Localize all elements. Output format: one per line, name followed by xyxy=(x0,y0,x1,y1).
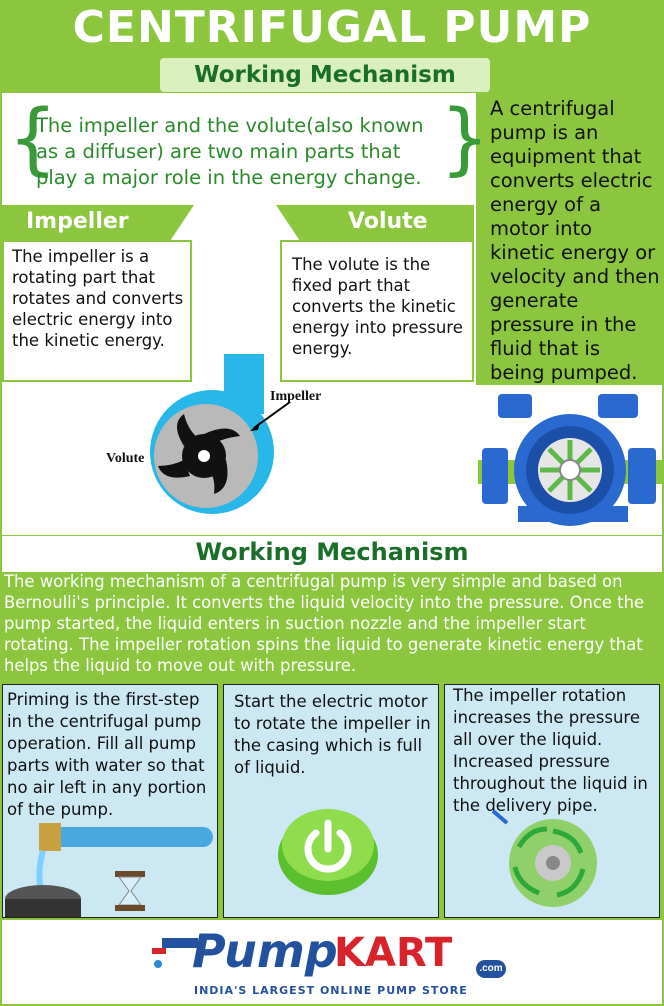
page-title: CENTRIFUGAL PUMP xyxy=(72,2,592,53)
volute-header xyxy=(300,205,474,241)
right-brace-icon: } xyxy=(440,94,490,184)
pump-side-left xyxy=(482,448,508,504)
impeller-text: The impeller is a rotating part that rotates and converts electric energy into the kinetic energy. xyxy=(12,247,184,350)
rotating-impeller-icon xyxy=(489,809,619,909)
volute-text: The volute is the fixed part that converts the kinetic energy into pressure energy. xyxy=(292,255,463,358)
volute-title: Volute xyxy=(348,209,428,234)
water-hose xyxy=(43,827,213,847)
hourglass-top xyxy=(115,871,145,877)
logo-kart: KART xyxy=(334,930,453,976)
pump-shaft xyxy=(560,460,580,480)
left-brace-icon: { xyxy=(8,94,58,184)
logo-tagline: INDIA'S LARGEST ONLINE PUMP STORE xyxy=(194,984,468,997)
pump-diagram xyxy=(100,352,340,532)
pump-side-right xyxy=(628,448,656,504)
hourglass-bottom xyxy=(115,905,145,911)
step-pressure-text: The impeller rotation increases the pressure all over the liquid. Increased pressure throughout the liquid in the delivery pipe. xyxy=(453,686,648,815)
flow-arrow xyxy=(493,811,507,823)
step-start-motor xyxy=(223,684,439,918)
hourglass-glass xyxy=(119,877,141,905)
footer xyxy=(2,920,662,1004)
pump-outlet xyxy=(598,394,638,418)
priming-icon xyxy=(3,821,217,917)
working-text: The working mechanism of a centrifugal pump is very simple and based on Bernoulli's principle. It converts the liquid velocity into the pressure. Once the pump started, the liquid enters in suction nozzle and the impeller start rotating. The impeller rotation spins the liquid to generate kinetic energy that helps the liquid to move out with pressure. xyxy=(4,572,645,675)
water-stream xyxy=(39,851,43,891)
hose-coupling xyxy=(39,823,61,851)
subtitle-banner xyxy=(160,58,490,92)
side-description: A centrifugal pump is an equipment that converts electric energy of a motor into kinetic energy or velocity and then generate pressure in the fluid that is being pumped. xyxy=(490,97,660,384)
step-start-motor-text: Start the electric motor to rotate the impeller in the casing which is full of liquid. xyxy=(234,692,431,777)
working-title: Working Mechanism xyxy=(2,536,662,572)
logo-pump: Pump xyxy=(192,924,338,978)
impeller-hub xyxy=(198,450,210,462)
impeller-shaft xyxy=(546,856,560,870)
intro-text: The impeller and the volute(also known as a diffuser) are two main parts that play a major role in the energy change. xyxy=(36,114,424,189)
pump-inlet xyxy=(498,394,532,418)
impeller-label: Impeller xyxy=(270,389,322,404)
volute-label: Volute xyxy=(106,451,145,466)
power-button-icon[interactable] xyxy=(266,795,386,895)
volute-header-arrow xyxy=(276,205,300,241)
centrifugal-pump-icon xyxy=(478,388,662,534)
step-priming xyxy=(2,684,218,918)
step-pressure xyxy=(444,684,660,918)
impeller-header-arrow xyxy=(170,205,194,241)
impeller-title: Impeller xyxy=(26,209,129,234)
step-priming-text: Priming is the first-step in the centrifugal pump operation. Fill all pump parts with water so that no air left in any portion of the pump. xyxy=(7,690,207,819)
pump-body xyxy=(5,899,81,917)
logo-com: .com xyxy=(476,960,506,978)
page-subtitle: Working Mechanism xyxy=(194,62,456,88)
impeller-header xyxy=(2,205,170,241)
